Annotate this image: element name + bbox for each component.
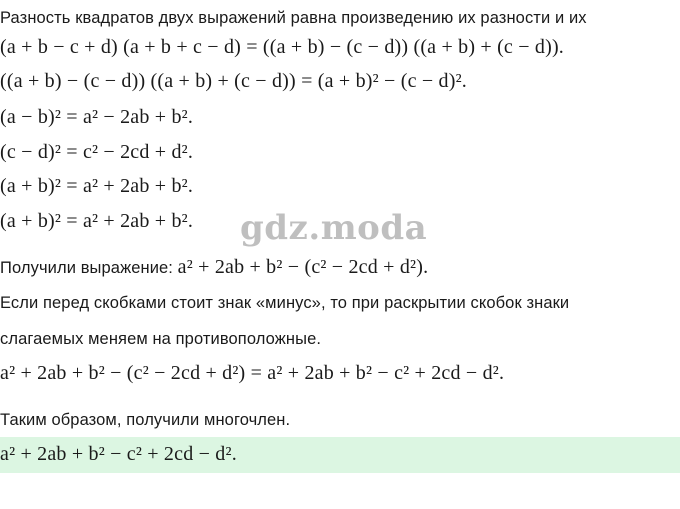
equation-1: (a + b − c + d) (a + b + c − d) = ((a + b) − (c − d)) ((a + b) + (c − d)). — [0, 36, 565, 58]
got-expression-label: Получили выражение: — [0, 259, 178, 277]
rule-text-1: Если перед скобками стоит знак «минус», то при раскрытии скобок знаки — [0, 294, 570, 312]
intro-text: Разность квадратов двух выражений равна произведению их разности и их — [0, 9, 587, 27]
equation-7: a² + 2ab + b² − (c² − 2cd + d²) = a² + 2ab + b² − c² + 2cd − d². — [0, 362, 505, 384]
conclusion-text: Таким образом, получили многочлен. — [0, 411, 291, 429]
equation-6: (a + b)² = a² + 2ab + b². — [0, 210, 194, 232]
answer-polynomial: a² + 2ab + b² − c² + 2cd − d². — [0, 443, 237, 465]
got-expression-line — [0, 256, 428, 279]
equation-2: ((a + b) − (c − d)) ((a + b) + (c − d)) = (a + b)² − (c − d)². — [0, 70, 468, 92]
got-expression-math: a² + 2ab + b² − (c² − 2cd + d²). — [177, 256, 429, 278]
equation-3: (a − b)² = a² − 2ab + b². — [0, 106, 194, 128]
equation-5: (a + b)² = a² + 2ab + b². — [0, 175, 194, 197]
equation-4: (c − d)² = c² − 2cd + d². — [0, 141, 194, 163]
rule-text-2: слагаемых меняем на противоположные. — [0, 330, 322, 348]
watermark-logo: gdz.moda — [240, 208, 428, 248]
